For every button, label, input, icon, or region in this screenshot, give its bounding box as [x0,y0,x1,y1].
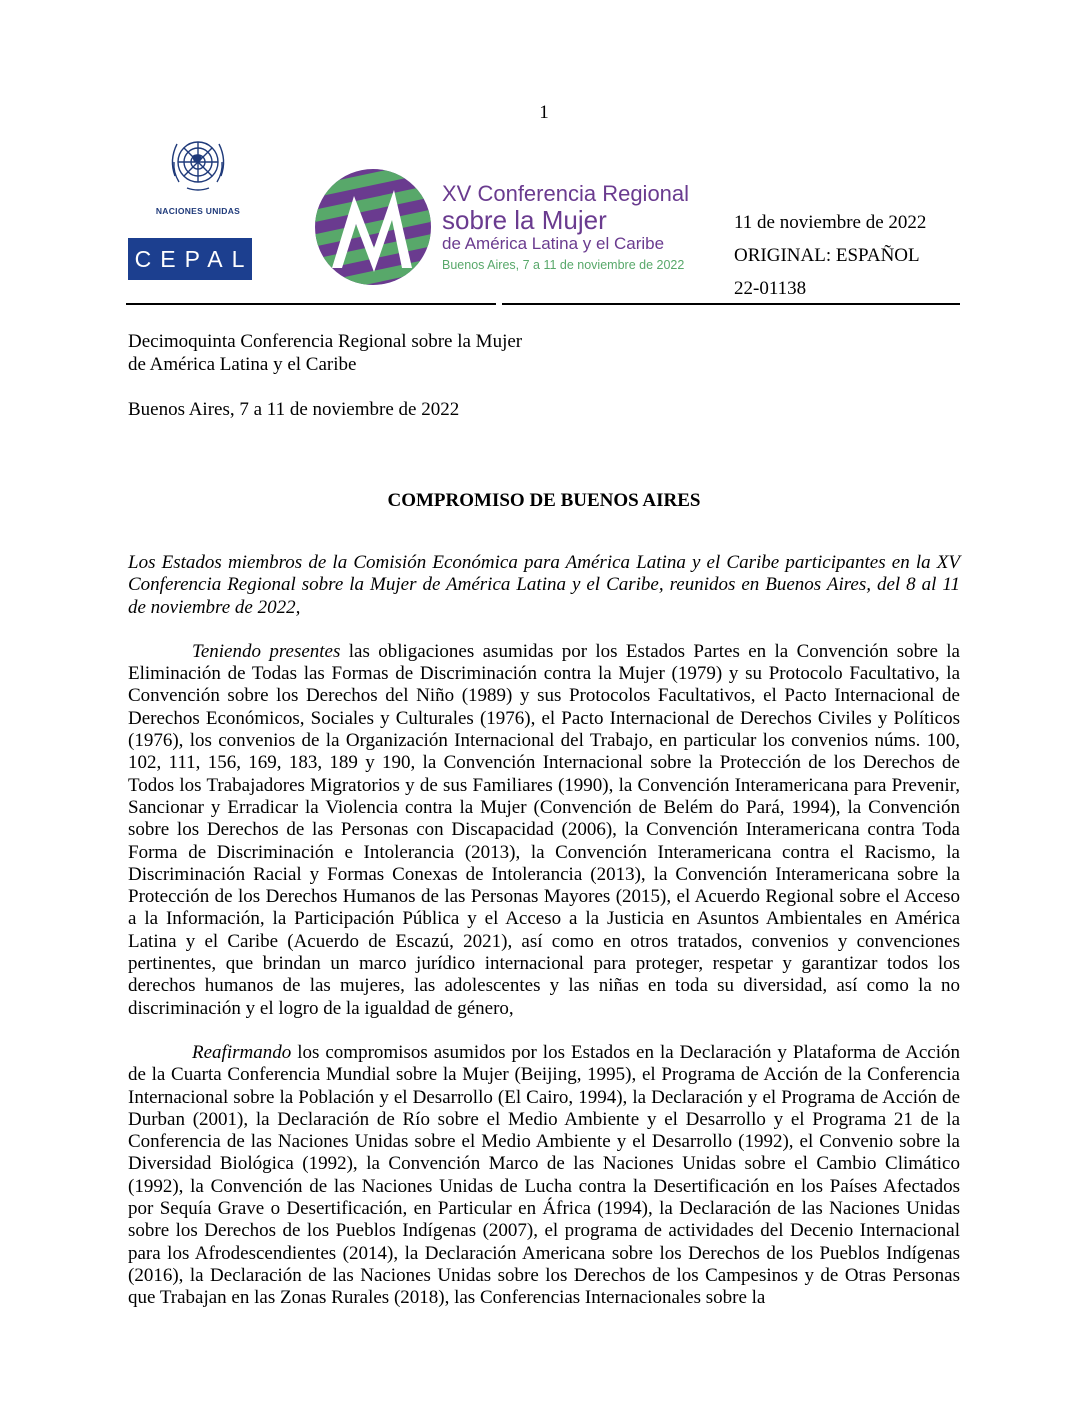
header-rule-right [502,303,960,305]
meta-original: ORIGINAL: ESPAÑOL [734,245,920,266]
meta-code: 22-01138 [734,278,807,299]
conference-line4: Buenos Aires, 7 a 11 de noviembre de 2022 [442,258,685,272]
header-line2: de América Latina y el Caribe [128,354,357,375]
conference-line1: XV Conferencia Regional [442,181,690,206]
conference-logo [314,168,724,286]
conference-line2: sobre la Mujer [442,205,607,235]
conference-title [442,182,689,274]
un-logo [150,132,246,216]
document-meta [734,206,926,305]
header-line1: Decimoquinta Conferencia Regional sobre la Mujer [128,331,523,352]
cepal-logo: CEPAL [128,238,252,280]
document-body [128,552,960,1332]
paragraph-text: las obligaciones asumidas por los Estados Partes en la Convención sobre la Eliminación de Todas las Formas de Discriminación contra la Mujer (1979) y su Protocolo Facultativo, la Convención sobre los Derechos del Niño (1989) y sus Protocolos Facultativos, el Pacto Internacional de Derechos Económicos, Sociales y Culturales (1976), el Pacto Internacional de Derechos Civiles y Políticos (1976), los convenios de la Organización Internacional del Trabajo, en particular los convenios núms. 100, 102, 111, 156, 169, 183, 189 y 190, la Convención Internacional sobre la Protección de los Derechos de Todos los Trabajadores Migratorios y de sus Familiares (1990), la Convención Interamericana para Prevenir, Sancionar y Erradicar la Violencia contra la Mujer (Convención de Belém do Pará, 1994), la Convención sobre los Derechos de las Personas con Discapacidad (2006), la Convención Interamericana contra Toda Forma de Discriminación e Intolerancia (2013), la Convención Interamericana contra el Racismo, la Discriminación Racial y Formas Conexas de Intolerancia (2013), la Convención Interamericana sobre la Protección de los Derechos Humanos de las Personas Mayores (2015), el Acuerdo Regional sobre el Acceso a la Información, la Participación Pública y el Acceso a la Justicia en Asuntos Ambientales en América Latina y el Caribe (Acuerdo de Escazú, 2021), así como en otros tratados, convenios y convenciones pertinentes, que brindan un marco jurídico internacional para proteger, respetar y garantizar todos los derechos humanos de las mujeres, las adolescentes y las niñas en toda su diversidad, así como la no discriminación y el logro de la igualdad de género, [128,640,960,1019]
paragraph-lead: Reafirmando [192,1041,292,1063]
header-rule-left [126,303,496,305]
document-title: COMPROMISO DE BUENOS AIRES [387,490,701,511]
paragraph-teniendo-presentes [128,641,960,1020]
conference-emblem-icon [314,168,432,286]
page-number: 1 [539,102,549,123]
conference-line3: de América Latina y el Caribe [442,234,665,253]
un-emblem-icon [165,132,231,198]
paragraph-lead: Teniendo presentes [192,640,341,662]
header-place-date: Buenos Aires, 7 a 11 de noviembre de 2022 [128,399,460,420]
conference-header [128,330,522,376]
meta-date: 11 de noviembre de 2022 [734,212,927,233]
paragraph-reafirmando [128,1042,960,1310]
paragraph-text: los compromisos asumidos por los Estados en la Declaración y Plataforma de Acción de la Cuarta Conferencia Mundial sobre la Mujer (Beijing, 1995), el Programa de Acción de la Conferencia Internacional sobre la Población y el Desarrollo (El Cairo, 1994), la Declaración y el Programa de Acción de Durban (2001), la Declaración de Río sobre el Medio Ambiente y el Desarrollo y el Programa 21 de la Conferencia de las Naciones Unidas sobre el Medio Ambiente y el Desarrollo (1992), el Convenio sobre la Diversidad Biológica (1992), la Convención Marco de las Naciones Unidas sobre el Cambio Climático (1992), la Convención de las Naciones Unidas de Lucha contra la Desertificación en los Países Afectados por Sequía Grave o Desertificación, en Particular en África (1994), la Declaración de las Naciones Unidas sobre los Derechos de los Pueblos Indígenas (2007), el programa de actividades del Decenio Internacional para los Afrodescendientes (2014), la Declaración Americana sobre los Derechos de los Pueblos Indígenas (2016), la Declaración de las Naciones Unidas sobre los Derechos de los Campesinos y de Otras Personas que Trabajan en las Zonas Rurales (2018), las Conferencias Internacionales sobre la [128,1041,960,1309]
un-name: NACIONES UNIDAS [155,206,241,216]
intro-paragraph: Los Estados miembros de la Comisión Económica para América Latina y el Caribe participantes en la XV Conferencia Regional sobre la Mujer de América Latina y el Caribe, reunidos en Buenos Aires, del 8 al 11 de noviembre de 2022, [128,552,960,618]
